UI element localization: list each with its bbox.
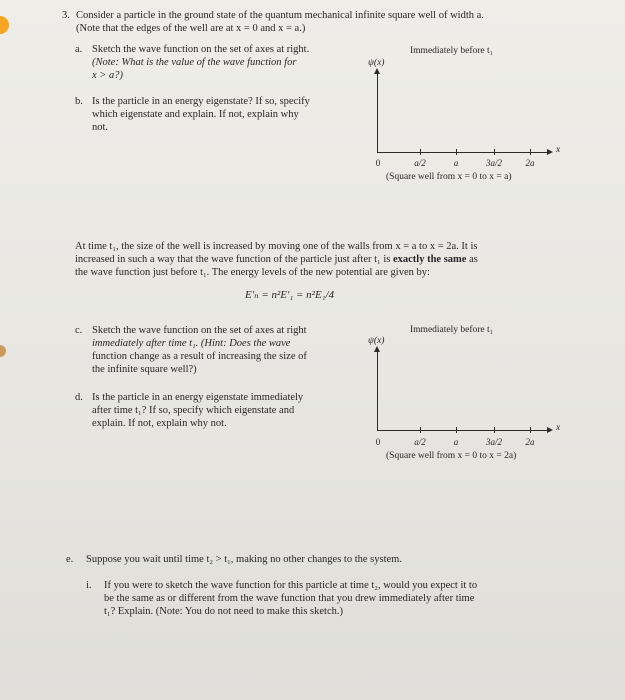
binder-hole-mark — [0, 345, 6, 357]
transition-text — [75, 254, 478, 266]
graph-y-arrow — [374, 68, 380, 74]
transition-text-segment: as — [466, 254, 478, 265]
graph-tick — [456, 149, 457, 155]
graph-tick — [494, 149, 495, 155]
problem-intro-note: (Note that the edges of the well are at x = 0 and x = a.) — [76, 23, 306, 34]
part-b-letter: b. — [75, 96, 83, 107]
part-c-text: function change as a result of increasing the size of — [92, 351, 307, 362]
transition-text: the wave function just before t₁. The energy levels of the new potential are given by: — [75, 267, 430, 278]
graph-tick-label: 2a — [525, 158, 535, 168]
transition-text-segment: increased in such a way that the wave function of the particle just after t₁ is — [75, 254, 393, 265]
graph-x-axis — [377, 152, 548, 153]
graph-title: Immediately before t₁ — [410, 46, 493, 56]
part-b-text: not. — [92, 122, 109, 133]
graph-tick-label: a — [453, 158, 459, 168]
transition-emphasis: exactly the same — [392, 254, 467, 265]
graph-y-axis-label: ψ(x) — [368, 336, 385, 346]
graph-tick — [420, 149, 421, 155]
part-c-text: immediately after time t₁. (Hint: Does the wave — [92, 338, 291, 349]
part-c-letter: c. — [75, 325, 83, 336]
graph-origin-label: 0 — [375, 158, 381, 168]
graph-tick — [530, 149, 531, 155]
part-a-text: (Note: What is the value of the wave function for — [92, 57, 297, 68]
graph-y-axis — [377, 70, 378, 152]
part-d-text: Is the particle in an energy eigenstate immediately — [92, 392, 304, 403]
graph-y-axis — [377, 348, 378, 430]
problem-intro-line: Consider a particle in the ground state of the quantum mechanical infinite square well of width a. — [76, 10, 484, 21]
graph-y-arrow — [374, 346, 380, 352]
part-e-i-text: If you were to sketch the wave function for this particle at time t₂, would you expect it to — [104, 580, 478, 591]
graph-caption: (Square well from x = 0 to x = a) — [386, 172, 512, 182]
graph-tick — [530, 427, 531, 433]
part-a-text: x > a?) — [92, 70, 123, 81]
part-c-text: the infinite square well?) — [92, 364, 197, 375]
graph-tick — [494, 427, 495, 433]
graph-tick-label: 2a — [525, 437, 535, 447]
part-a-text: Sketch the wave function on the set of axes at right. — [92, 44, 310, 55]
graph-y-axis-label: ψ(x) — [368, 58, 385, 68]
graph-tick-label: a/2 — [414, 158, 426, 168]
problem-number: 3. — [62, 10, 70, 21]
part-e-i-numeral: i. — [86, 580, 92, 591]
graph-x-axis-label: x — [556, 145, 561, 155]
graph-x-arrow — [547, 427, 553, 433]
binder-hole-mark — [0, 16, 9, 34]
part-c-text: Sketch the wave function on the set of axes at right — [92, 325, 307, 336]
graph-tick-label: 3a/2 — [485, 158, 503, 168]
graph-title: Immediately before t₁ — [410, 325, 493, 335]
part-e-letter: e. — [66, 554, 74, 565]
part-d-letter: d. — [75, 392, 83, 403]
part-d-text: explain. If not, explain why not. — [92, 418, 227, 429]
graph-x-axis — [377, 430, 548, 431]
graph-tick-label: a — [453, 437, 459, 447]
part-a-letter: a. — [75, 44, 83, 55]
part-e-text: Suppose you wait until time t₂ > t₁, making no other changes to the system. — [86, 554, 402, 565]
part-d-text: after time t₁? If so, specify which eigenstate and — [92, 405, 295, 416]
graph-x-axis-label: x — [556, 423, 561, 433]
graph-caption: (Square well from x = 0 to x = 2a) — [386, 451, 517, 461]
energy-formula: E′ₙ = n²E′₁ = n²E₁/4 — [245, 289, 335, 301]
graph-tick-label: a/2 — [414, 437, 426, 447]
part-e-i-text: be the same as or different from the wave function that you drew immediately after time — [104, 593, 475, 604]
graph-x-arrow — [547, 149, 553, 155]
graph-origin-label: 0 — [375, 437, 381, 447]
transition-text: At time t₁, the size of the well is increased by moving one of the walls from x = a to x = 2a. It is — [75, 241, 478, 252]
part-b-text: Is the particle in an energy eigenstate? If so, specify — [92, 96, 310, 107]
graph-tick — [456, 427, 457, 433]
part-e-i-text: t₁? Explain. (Note: You do not need to make this sketch.) — [104, 606, 343, 617]
graph-tick — [420, 427, 421, 433]
part-b-text: which eigenstate and explain. If not, explain why — [92, 109, 299, 120]
graph-tick-label: 3a/2 — [485, 437, 503, 447]
